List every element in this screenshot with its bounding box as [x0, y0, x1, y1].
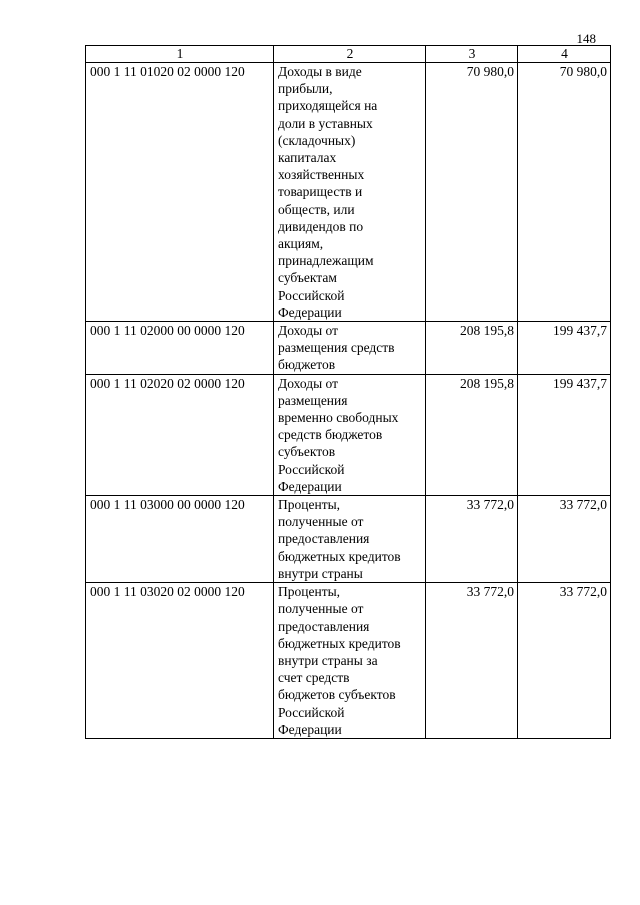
description-line: обществ, или [278, 201, 355, 217]
description-line: субъектов [278, 444, 336, 460]
amount-column-4: 199 437,7 [518, 374, 611, 495]
description-line: полученные от [278, 601, 364, 617]
budget-classification-code: 000 1 11 03000 00 0000 120 [86, 496, 274, 583]
description-line: предоставления [278, 618, 370, 634]
page-number: 148 [576, 31, 596, 46]
description-line: размещения [278, 392, 348, 408]
amount-column-4: 33 772,0 [518, 496, 611, 583]
description-line: бюджетных кредитов [278, 548, 401, 564]
amount-column-3: 33 772,0 [426, 496, 518, 583]
description-line: прибыли, [278, 81, 333, 97]
table-body [86, 63, 611, 739]
budget-classification-code: 000 1 11 02000 00 0000 120 [86, 322, 274, 375]
description-line: субъектам [278, 270, 337, 286]
amount-column-3: 70 980,0 [426, 63, 518, 322]
description-line: Федерации [278, 721, 342, 737]
column-header-3: 3 [426, 46, 518, 63]
budget-classification-code: 000 1 11 02020 02 0000 120 [86, 374, 274, 495]
amount-column-3: 208 195,8 [426, 322, 518, 375]
description-line: бюджетов субъектов [278, 687, 396, 703]
table-row [86, 583, 611, 739]
description-line: размещения средств [278, 340, 395, 356]
description-line: внутри страны за [278, 652, 378, 668]
description-line: доли в уставных [278, 115, 373, 131]
description-line: товариществ и [278, 184, 363, 200]
description-line: счет средств [278, 670, 350, 686]
description-line: предоставления [278, 531, 370, 547]
table-row [86, 496, 611, 583]
description-line: дивидендов по [278, 218, 364, 234]
amount-column-4: 199 437,7 [518, 322, 611, 375]
revenue-description [274, 374, 426, 495]
description-line: капиталах [278, 150, 337, 166]
description-line: Российской [278, 704, 345, 720]
description-line: Проценты, [278, 584, 341, 600]
description-line: Доходы от [278, 375, 339, 391]
revenue-description [274, 496, 426, 583]
description-line: Российской [278, 287, 345, 303]
description-line: Федерации [278, 478, 342, 494]
budget-classification-code: 000 1 11 01020 02 0000 120 [86, 63, 274, 322]
table-row [86, 322, 611, 375]
amount-column-4: 70 980,0 [518, 63, 611, 322]
description-line: (складочных) [278, 132, 356, 148]
column-header-1: 1 [86, 46, 274, 63]
budget-classification-code: 000 1 11 03020 02 0000 120 [86, 583, 274, 739]
column-header-4: 4 [518, 46, 611, 63]
column-header-2: 2 [274, 46, 426, 63]
table-row [86, 63, 611, 322]
table-row [86, 374, 611, 495]
description-line: приходящейся на [278, 98, 378, 114]
budget-revenue-table [85, 45, 611, 739]
description-line: принадлежащим [278, 253, 374, 269]
description-line: внутри страны [278, 565, 363, 581]
description-line: средств бюджетов [278, 427, 383, 443]
table-header-row [86, 46, 611, 63]
amount-column-3: 208 195,8 [426, 374, 518, 495]
description-line: бюджетов [278, 357, 336, 373]
description-line: Российской [278, 461, 345, 477]
description-line: полученные от [278, 514, 364, 530]
amount-column-3: 33 772,0 [426, 583, 518, 739]
description-line: хозяйственных [278, 167, 365, 183]
description-line: временно свободных [278, 410, 399, 426]
revenue-description [274, 63, 426, 322]
description-line: акциям, [278, 236, 324, 252]
description-line: бюджетных кредитов [278, 635, 401, 651]
description-line: Доходы от [278, 323, 339, 339]
description-line: Доходы в виде [278, 64, 362, 79]
revenue-description [274, 583, 426, 739]
revenue-description [274, 322, 426, 375]
amount-column-4: 33 772,0 [518, 583, 611, 739]
description-line: Проценты, [278, 497, 341, 513]
description-line: Федерации [278, 304, 342, 320]
